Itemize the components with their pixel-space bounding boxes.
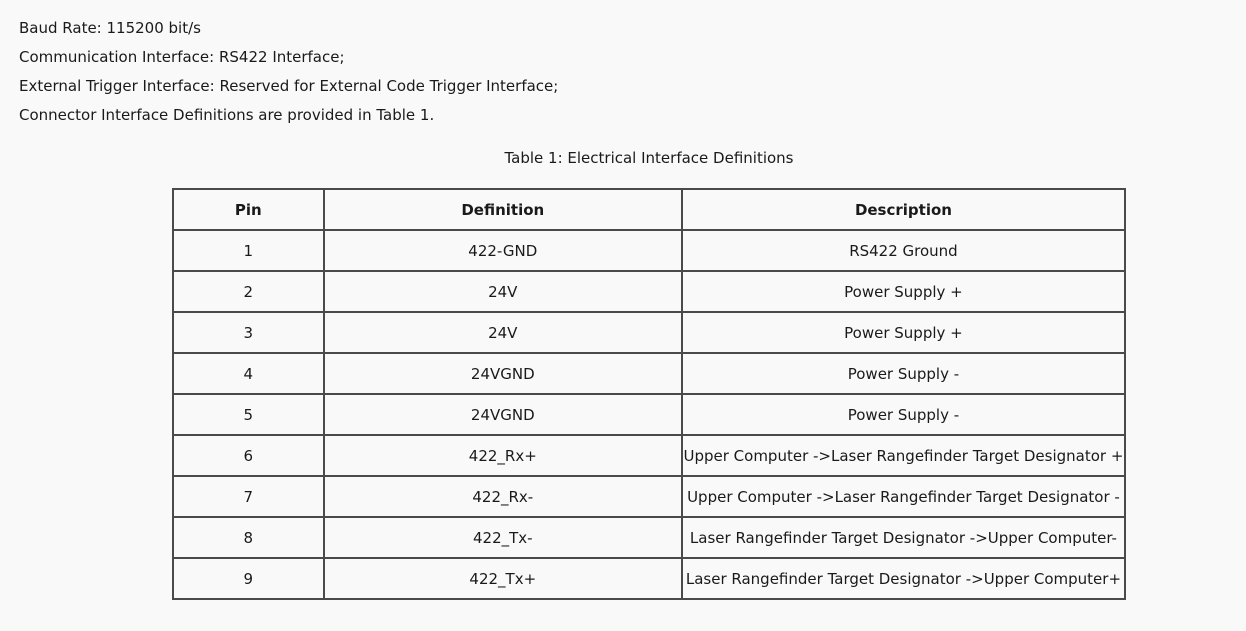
cell-pin: 6 — [173, 435, 324, 476]
cell-description: RS422 Ground — [682, 230, 1125, 271]
cell-description: Laser Rangefinder Target Designator ->Upper Computer+ — [682, 558, 1125, 599]
cell-description: Laser Rangefinder Target Designator ->Upper Computer- — [682, 517, 1125, 558]
cell-description: Upper Computer ->Laser Rangefinder Target Designator - — [682, 476, 1125, 517]
cell-pin: 7 — [173, 476, 324, 517]
cell-pin: 1 — [173, 230, 324, 271]
cell-definition: 422_Rx+ — [324, 435, 682, 476]
table-row — [173, 435, 1125, 476]
header-definition: Definition — [324, 189, 682, 230]
cell-definition: 24V — [324, 271, 682, 312]
table-row — [173, 353, 1125, 394]
table-header-row — [173, 189, 1125, 230]
interface-definitions-table — [172, 188, 1126, 600]
external-trigger-line: External Trigger Interface: Reserved for External Code Trigger Interface; — [19, 77, 559, 95]
cell-description: Power Supply - — [682, 394, 1125, 435]
cell-definition: 24V — [324, 312, 682, 353]
cell-pin: 5 — [173, 394, 324, 435]
table-row — [173, 230, 1125, 271]
table-row — [173, 312, 1125, 353]
cell-description: Power Supply - — [682, 353, 1125, 394]
table-caption: Table 1: Electrical Interface Definitions — [504, 149, 794, 167]
table-row — [173, 476, 1125, 517]
cell-pin: 2 — [173, 271, 324, 312]
cell-description: Upper Computer ->Laser Rangefinder Target Designator + — [682, 435, 1125, 476]
cell-pin: 9 — [173, 558, 324, 599]
cell-definition: 422_Tx+ — [324, 558, 682, 599]
table-row — [173, 558, 1125, 599]
header-pin: Pin — [173, 189, 324, 230]
cell-definition: 24VGND — [324, 353, 682, 394]
cell-pin: 4 — [173, 353, 324, 394]
intro-paragraphs — [19, 14, 558, 130]
cell-definition: 422-GND — [324, 230, 682, 271]
communication-interface-line: Communication Interface: RS422 Interface; — [19, 48, 345, 66]
connector-definitions-line: Connector Interface Definitions are provided in Table 1. — [19, 106, 435, 124]
header-description: Description — [682, 189, 1125, 230]
cell-description: Power Supply + — [682, 271, 1125, 312]
cell-definition: 24VGND — [324, 394, 682, 435]
baud-rate-line: Baud Rate: 115200 bit/s — [19, 19, 201, 37]
table-row — [173, 517, 1125, 558]
table-row — [173, 271, 1125, 312]
cell-definition: 422_Tx- — [324, 517, 682, 558]
table-row — [173, 394, 1125, 435]
cell-pin: 8 — [173, 517, 324, 558]
cell-pin: 3 — [173, 312, 324, 353]
cell-description: Power Supply + — [682, 312, 1125, 353]
cell-definition: 422_Rx- — [324, 476, 682, 517]
